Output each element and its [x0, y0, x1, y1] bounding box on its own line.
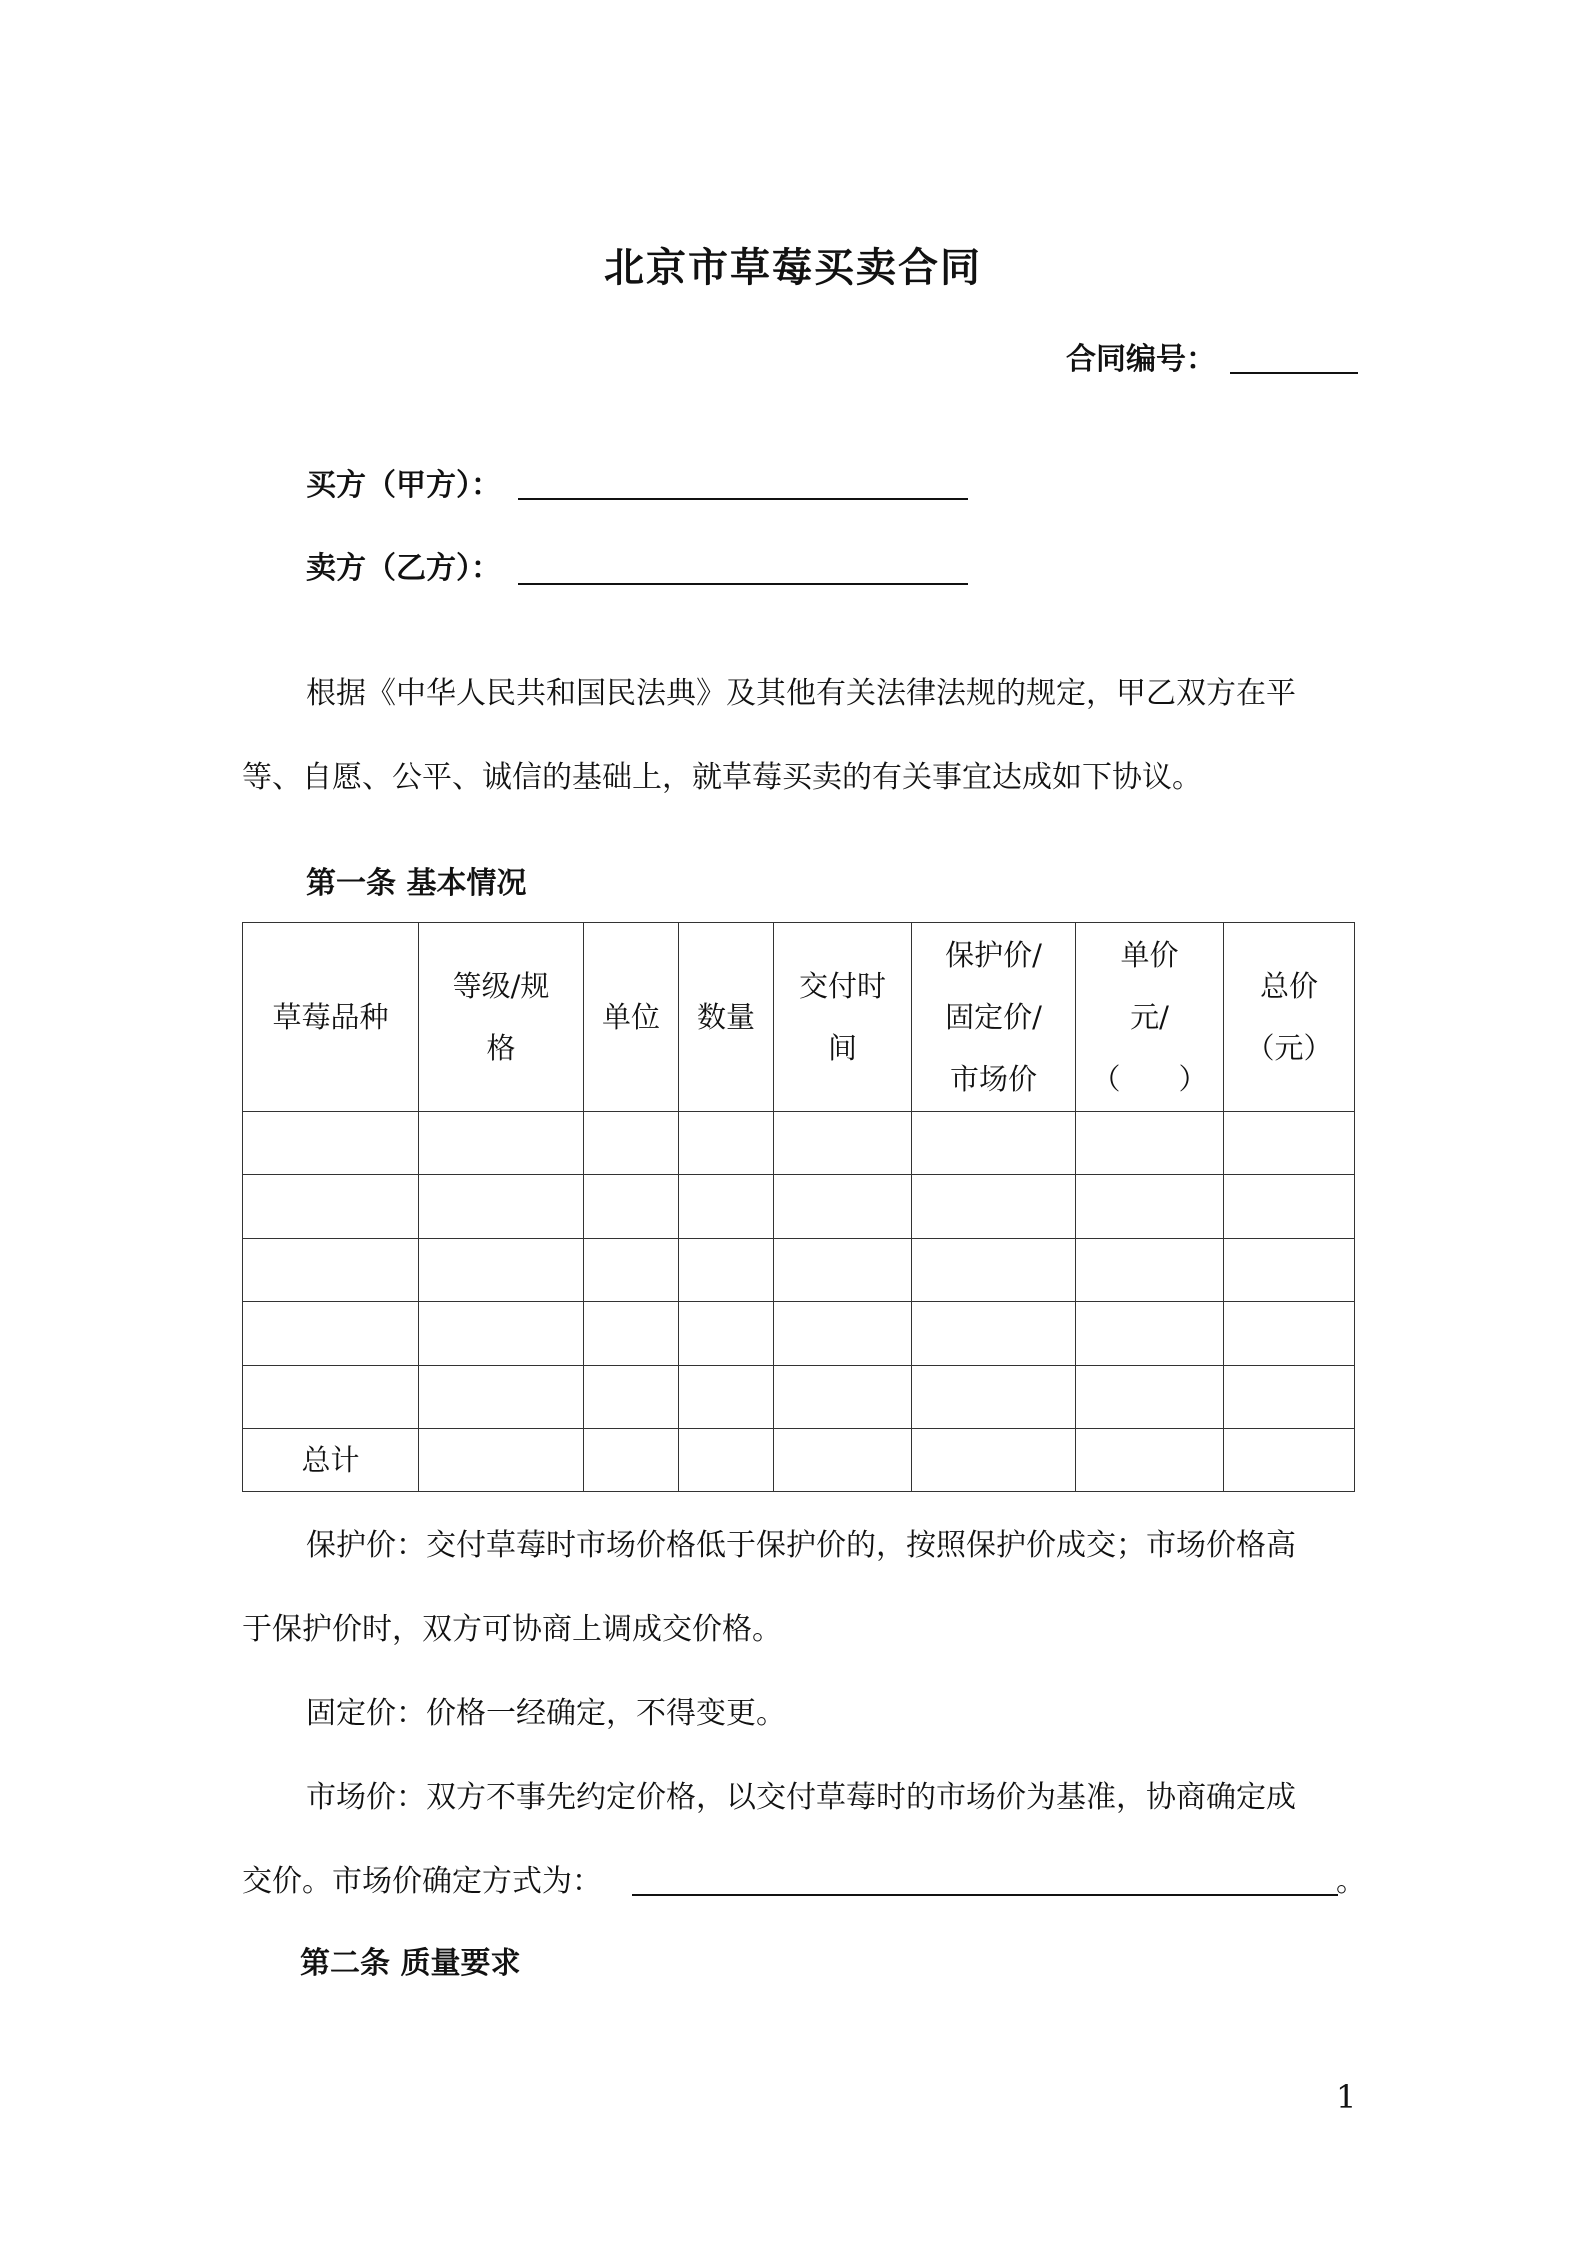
table-cell[interactable]	[1076, 1365, 1224, 1428]
table-cell: 总计	[243, 1428, 419, 1491]
table-header-text: 固定价/	[945, 1000, 1042, 1034]
fixed-price-note: 固定价：价格一经确定，不得变更。	[306, 1696, 786, 1731]
table-cell[interactable]	[584, 1238, 679, 1301]
table-cell[interactable]	[243, 1175, 419, 1238]
table-header-cell	[419, 923, 584, 1112]
table-header-text: 间	[827, 1031, 857, 1065]
table-header-cell	[912, 923, 1076, 1112]
market-price-line-1: 市场价：双方不事先约定价格，以交付草莓时的市场价为基准，协商确定成	[306, 1780, 1296, 1815]
buyer-name-field[interactable]	[518, 498, 968, 500]
table-cell[interactable]	[419, 1302, 584, 1365]
table-cell[interactable]	[774, 1112, 912, 1175]
table-row	[243, 1175, 1355, 1238]
article-2-title: 第二条 质量要求	[300, 1946, 521, 1981]
article-1-title: 第一条 基本情况	[306, 866, 527, 901]
table-cell[interactable]	[419, 1428, 584, 1491]
market-price-method-field[interactable]	[632, 1894, 1338, 1896]
intro-line-1: 根据《中华人民共和国民法典》及其他有关法律法规的规定，甲乙双方在平	[306, 676, 1296, 711]
table-cell[interactable]	[774, 1428, 912, 1491]
table-cell[interactable]	[912, 1428, 1076, 1491]
table-cell[interactable]	[912, 1365, 1076, 1428]
table-header-text: （元）	[1245, 1031, 1333, 1065]
protect-price-line-2: 于保护价时，双方可协商上调成交价格。	[242, 1612, 782, 1647]
basic-info-table	[242, 922, 1355, 1492]
table-header-text: 总价	[1259, 969, 1318, 1003]
table-header-text: 数量	[696, 1000, 755, 1034]
table-row	[243, 1302, 1355, 1365]
table-header-text: 交付时	[798, 969, 886, 1003]
table-cell[interactable]	[419, 1112, 584, 1175]
table-header-text: 格	[486, 1031, 516, 1065]
table-header-text: 等级/规	[452, 969, 550, 1003]
table-cell[interactable]	[1076, 1238, 1224, 1301]
table-cell[interactable]	[774, 1175, 912, 1238]
table-cell[interactable]	[679, 1302, 774, 1365]
table-cell[interactable]	[679, 1238, 774, 1301]
table-row	[243, 1365, 1355, 1428]
table-header-cell	[584, 923, 679, 1112]
table-cell[interactable]	[1076, 1175, 1224, 1238]
protect-price-line-1: 保护价：交付草莓时市场价格低于保护价的，按照保护价成交；市场价格高	[306, 1528, 1296, 1563]
table-header-text: 元/	[1130, 1000, 1169, 1034]
table-row	[243, 1112, 1355, 1175]
table-cell[interactable]	[243, 1365, 419, 1428]
table-header-text: 草莓品种	[272, 1000, 389, 1034]
table-header-text: 保护价/	[945, 938, 1042, 972]
market-price-line-2-end: 。	[1336, 1864, 1366, 1899]
table-cell[interactable]	[584, 1365, 679, 1428]
table-header-cell	[243, 923, 419, 1112]
table-cell[interactable]	[584, 1175, 679, 1238]
table-header-cell	[774, 923, 912, 1112]
table-cell[interactable]	[1076, 1428, 1224, 1491]
table-row	[243, 1238, 1355, 1301]
intro-line-2: 等、自愿、公平、诚信的基础上，就草莓买卖的有关事宜达成如下协议。	[242, 760, 1202, 795]
table-header-cell	[679, 923, 774, 1112]
table-cell[interactable]	[679, 1175, 774, 1238]
table-header-text: 市场价	[949, 1062, 1037, 1096]
contract-number-label: 合同编号：	[1066, 342, 1216, 377]
table-cell[interactable]	[679, 1365, 774, 1428]
contract-number-field[interactable]	[1230, 372, 1358, 374]
table-cell[interactable]	[1224, 1428, 1355, 1491]
table-header-text: 单价	[1120, 938, 1179, 972]
table-cell[interactable]	[419, 1238, 584, 1301]
page-number: 1	[1336, 2078, 1357, 2116]
table-cell[interactable]	[912, 1112, 1076, 1175]
table-header-text: 单位	[601, 1000, 660, 1034]
table-cell[interactable]	[243, 1238, 419, 1301]
table-cell[interactable]	[774, 1238, 912, 1301]
market-price-line-2-label: 交价。市场价确定方式为：	[242, 1864, 602, 1899]
table-cell[interactable]	[679, 1428, 774, 1491]
table-cell[interactable]	[1076, 1112, 1224, 1175]
table-cell[interactable]	[912, 1175, 1076, 1238]
table-header-row	[243, 923, 1355, 1112]
table-cell[interactable]	[1224, 1112, 1355, 1175]
table-cell[interactable]	[1224, 1365, 1355, 1428]
table-cell[interactable]	[1224, 1238, 1355, 1301]
table-cell[interactable]	[1076, 1302, 1224, 1365]
table-cell[interactable]	[774, 1302, 912, 1365]
table-cell[interactable]	[419, 1175, 584, 1238]
table-cell[interactable]	[912, 1302, 1076, 1365]
table-cell[interactable]	[419, 1365, 584, 1428]
table-cell[interactable]	[243, 1112, 419, 1175]
table-cell[interactable]	[912, 1238, 1076, 1301]
table-cell[interactable]	[243, 1302, 419, 1365]
table-cell[interactable]	[679, 1112, 774, 1175]
table-total-row	[243, 1428, 1355, 1491]
table-cell[interactable]	[584, 1302, 679, 1365]
table-cell[interactable]	[1224, 1175, 1355, 1238]
table-header-cell	[1224, 923, 1355, 1112]
seller-name-field[interactable]	[518, 583, 968, 585]
document-title: 北京市草莓买卖合同	[604, 245, 982, 291]
table-cell[interactable]	[584, 1428, 679, 1491]
seller-label: 卖方（乙方）：	[306, 551, 501, 586]
table-cell[interactable]	[584, 1112, 679, 1175]
table-cell[interactable]	[1224, 1302, 1355, 1365]
table-header-cell	[1076, 923, 1224, 1112]
buyer-label: 买方（甲方）：	[306, 468, 501, 503]
table-header-text: （ ）	[1091, 1062, 1208, 1096]
table-cell[interactable]	[774, 1365, 912, 1428]
